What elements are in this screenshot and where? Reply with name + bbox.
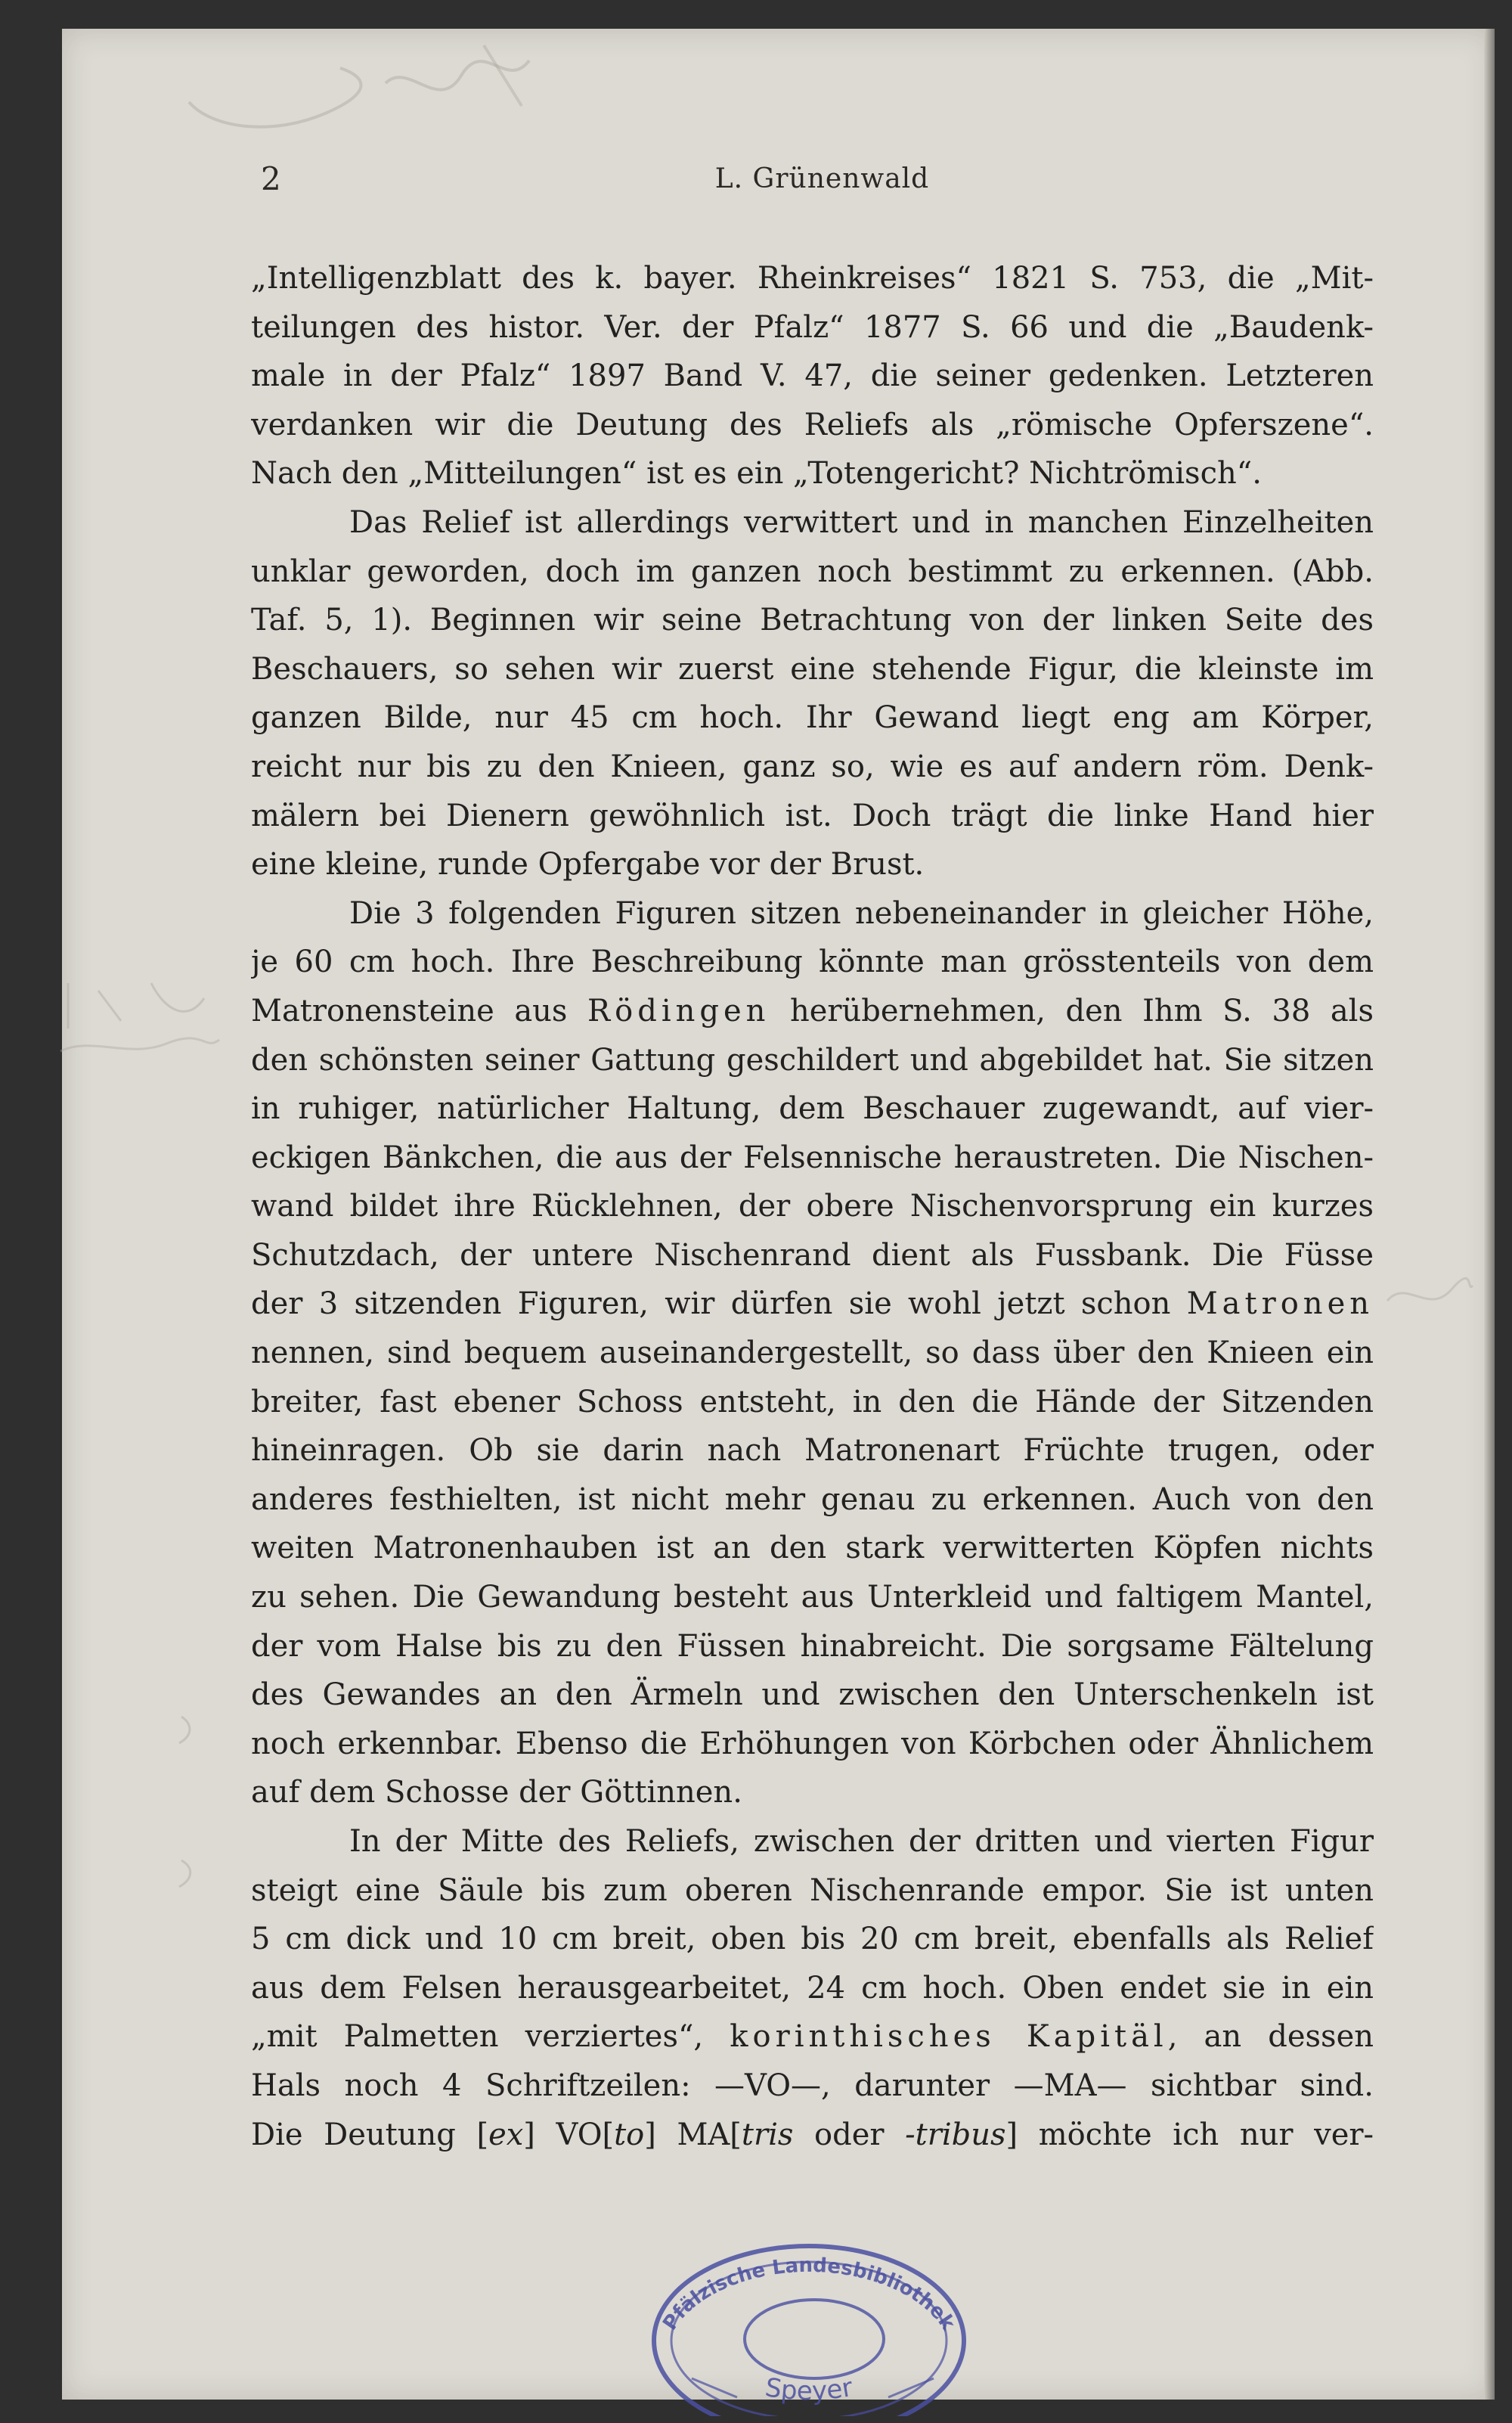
text-line: teilungen des histor. Ver. der Pfalz“ 1877 S. 66 und die „Baudenk- (251, 309, 1374, 345)
text-line: hineinragen. Ob sie darin nach Matronenart Früchte trugen, oder (251, 1433, 1374, 1469)
text-line: reicht nur bis zu den Knieen, ganz so, wie es auf andern röm. Denk- (251, 749, 1374, 784)
pencil-scribble-margin (53, 968, 227, 1066)
text-line: mälern bei Dienern gewöhnlich ist. Doch trägt die linke Hand hier (251, 798, 1374, 833)
text-line: Die 3 folgenden Figuren sitzen nebeneinander in gleicher Höhe, (349, 895, 1374, 931)
text-line: der vom Halse bis zu den Füssen hinabreicht. Die sorgsame Fältelung (251, 1628, 1374, 1664)
pencil-marks-left (170, 1709, 208, 1906)
text-line: des Gewandes an den Ärmeln und zwischen den Unterschenkeln ist (251, 1677, 1374, 1713)
text-line: aus dem Felsen herausgearbeitet, 24 cm hoch. Oben endet sie in ein (251, 1970, 1374, 2006)
text-line: Das Relief ist allerdings verwittert und in manchen Einzelheiten (349, 504, 1374, 540)
text-line: breiter, fast ebener Schoss entsteht, in den die Hände der Sitzenden (251, 1384, 1374, 1419)
text-line: der 3 sitzenden Figuren, wir dürfen sie wohl jetzt schon Matronen (251, 1286, 1374, 1322)
pencil-scribble-top (166, 30, 590, 144)
stamp-text-top: Pfälzische Landesbibliothek (658, 2254, 959, 2335)
text-line: weiten Matronenhauben ist an den stark verwitterten Köpfen nichts (251, 1531, 1374, 1566)
text-line: Matronensteine aus Rödingen herübernehmen, den Ihm S. 38 als (251, 993, 1374, 1028)
text-line: „Intelligenzblatt des k. bayer. Rheinkreises“ 1821 S. 753, die „Mit- (251, 261, 1374, 296)
text-line: anderes festhielten, ist nicht mehr genau zu erkennen. Auch von den (251, 1481, 1374, 1517)
text-line: Schutzdach, der untere Nischenrand dient als Fussbank. Die Füsse (251, 1237, 1374, 1273)
body-text (251, 254, 1374, 2159)
text-line: ganzen Bilde, nur 45 cm hoch. Ihr Gewand liegt eng am Körper, (251, 700, 1374, 736)
text-line: Nach den „Mitteilungen“ ist es ein „Totengericht? Nichtrömisch“. (251, 456, 1262, 492)
text-line: zu sehen. Die Gewandung besteht aus Unterkleid und faltigem Mantel, (251, 1580, 1374, 1615)
text-line: Die Deutung [ex] VO[to] MA[tris oder -tribus] möchte ich nur ver- (251, 2117, 1374, 2152)
stamp-text-bottom: Speyer (763, 2372, 855, 2407)
text-line: „mit Palmetten verziertes“, korinthisches Kapitäl, an dessen (251, 2019, 1374, 2055)
stamp-center-oval (745, 2300, 884, 2378)
text-line: In der Mitte des Reliefs, zwischen der dritten und vierten Figur (349, 1824, 1374, 1859)
text-line: in ruhiger, natürlicher Haltung, dem Beschauer zugewandt, auf vier- (251, 1091, 1374, 1127)
text-line: den schönsten seiner Gattung geschildert und abgebildet hat. Sie sitzen (251, 1042, 1374, 1078)
spaced-term: Matronen (1186, 1286, 1374, 1322)
text-line: Hals noch 4 Schriftzeilen: —VO—, darunter —MA— sichtbar sind. (251, 2068, 1374, 2103)
text-line: Taf. 5, 1). Beginnen wir seine Betrachtung von der linken Seite des (251, 603, 1374, 638)
page-number: 2 (261, 160, 281, 197)
text-line: verdanken wir die Deutung des Reliefs als „römische Opferszene“. (251, 407, 1374, 442)
pencil-scribble-right (1383, 1270, 1474, 1316)
text-line: noch erkennbar. Ebenso die Erhöhungen von Körbchen oder Ähnlichem (251, 1726, 1374, 1761)
text-line: eckigen Bänkchen, die aus der Felsennische heraustreten. Die Nischen- (251, 1140, 1374, 1175)
text-line: Beschauers, so sehen wir zuerst eine stehende Figur, die kleinste im (251, 651, 1374, 687)
spaced-term: korinthisches Kapitäl (730, 2019, 1168, 2055)
text-line: nennen, sind bequem auseinandergestellt, so dass über den Knieen ein (251, 1336, 1374, 1371)
text-line: male in der Pfalz“ 1897 Band V. 47, die seiner gedenken. Letzteren (251, 358, 1374, 394)
text-line: steigt eine Säule bis zum oberen Nischenrande empor. Sie ist unten (251, 1872, 1374, 1908)
library-stamp (639, 2227, 979, 2416)
spaced-name: Rödingen (587, 993, 770, 1028)
text-line: 5 cm dick und 10 cm breit, oben bis 20 cm breit, ebenfalls als Relief (251, 1922, 1374, 1957)
text-line: je 60 cm hoch. Ihre Beschreibung könnte man grösstenteils von dem (251, 945, 1374, 980)
text-line: unklar geworden, doch im ganzen noch bestimmt zu erkennen. (Abb. (251, 554, 1374, 589)
page-edge-shadow (1484, 29, 1495, 2400)
text-line: auf dem Schosse der Göttinnen. (251, 1775, 742, 1810)
page-header (261, 160, 1383, 206)
running-title: L. Grünenwald (714, 163, 930, 194)
text-line: wand bildet ihre Rücklehnen, der obere Nischenvorsprung ein kurzes (251, 1189, 1374, 1224)
text-line: eine kleine, runde Opfergabe vor der Brust. (251, 847, 925, 883)
